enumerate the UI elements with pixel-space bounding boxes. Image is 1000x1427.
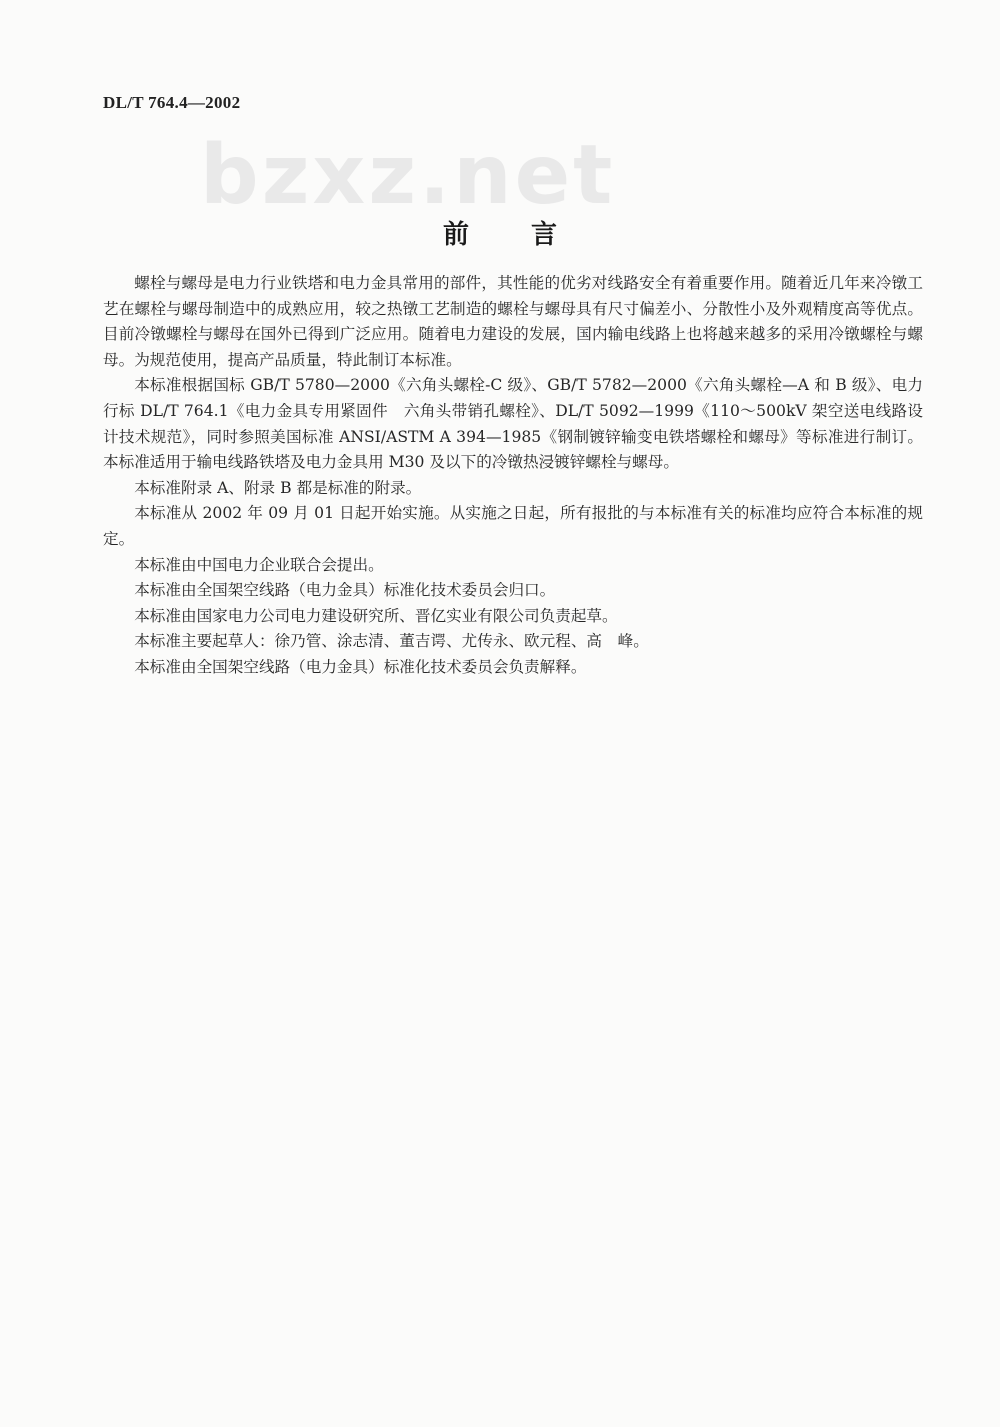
watermark-text: bzxz.net (200, 128, 616, 223)
paragraph-appendices: 本标准附录 A、附录 B 都是标准的附录。 (134, 478, 422, 497)
paragraph-drafters: 本标准主要起草人：徐乃管、涂志清、董吉谔、尤传永、欧元程、高 峰。 (134, 632, 649, 651)
paragraph-effective-date: 本标准从 2002 年 09 月 01 日起开始实施。从实施之日起，所有报批的与本标准有关的标准均应符合本标准的规定。 (103, 504, 923, 548)
foreword-body (103, 271, 923, 681)
document-code: DL/T 764.4—2002 (103, 93, 241, 112)
page-title: 前言 (442, 220, 619, 250)
paragraph-drafted-by: 本标准由国家电力公司电力建设研究所、晋亿实业有限公司负责起草。 (134, 606, 618, 625)
paragraph-references: 本标准根据国标 GB/T 5780—2000《六角头螺栓-C 级》、GB/T 5782—2000《六角头螺栓—A 和 B 级》、电力行标 DL/T 764.1《电力金具专用紧固件 六角头带销孔螺栓》、DL/T 5092—1999《110～500kV 架空送电线路设计技术规范》，同时参照美国标准 ANSI/ASTM A 394—1985《钢制镀锌输变电铁塔螺栓和螺母》等标准进行制订。本标准适用于输电线路铁塔及电力金具用 M30 及以下的冷镦热浸镀锌螺栓与螺母。 (103, 376, 923, 472)
paragraph-background: 螺栓与螺母是电力行业铁塔和电力金具常用的部件，其性能的优劣对线路安全有着重要作用。随着近几年来冷镦工艺在螺栓与螺母制造中的成熟应用，较之热镦工艺制造的螺栓与螺母具有尺寸偏差小、分散性小及外观精度高等优点。目前冷镦螺栓与螺母在国外已得到广泛应用。随着电力建设的发展，国内输电线路上也将越来越多的采用冷镦螺栓与螺母。为规范使用，提高产品质量，特此制订本标准。 (103, 274, 923, 369)
paragraph-centralized-by: 本标准由全国架空线路（电力金具）标准化技术委员会归口。 (134, 581, 556, 600)
paragraph-interpreted-by: 本标准由全国架空线路（电力金具）标准化技术委员会负责解释。 (134, 657, 587, 676)
paragraph-proposed-by: 本标准由中国电力企业联合会提出。 (134, 555, 384, 574)
